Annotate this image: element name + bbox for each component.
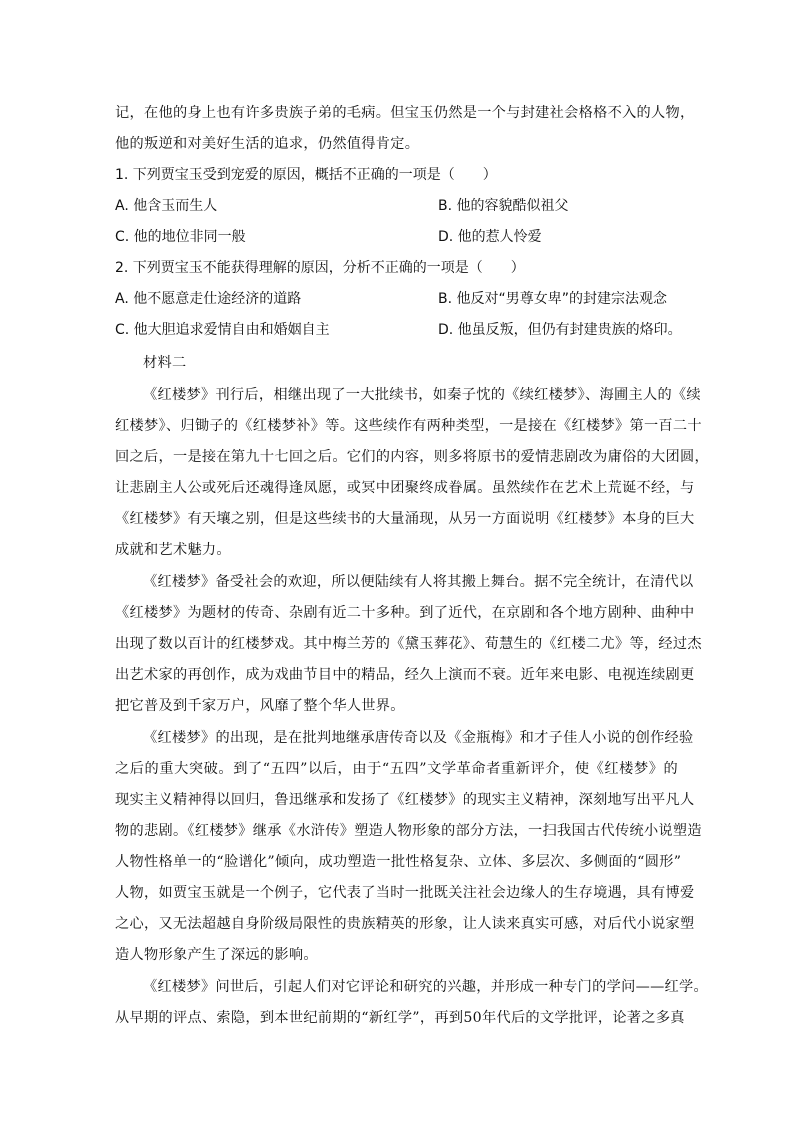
paragraph-2-line-2: 《红楼梦》为题材的传奇、杂剧有近二十多种。到了近代，在京剧和各个地方剧种、曲种中 <box>115 605 695 621</box>
question-2-option-c: C. 他大胆追求爱情自由和婚姻自主 <box>115 322 330 338</box>
question-2-stem: 2. 下列贾宝玉不能获得理解的原因，分析不正确的一项是（ ） <box>115 260 525 276</box>
question-1-option-a: A. 他含玉而生人 <box>115 198 218 214</box>
question-2-option-d: D. 他虽反叛，但仍有封建贵族的烙印。 <box>438 322 682 338</box>
intro-line-1: 记，在他的身上也有许多贵族子弟的毛病。但宝玉仍然是一个与封建社会格格不入的人物， <box>115 105 695 121</box>
paragraph-3-line-3: 现实主义精神得以回归，鲁迅继承和发扬了《红楼梦》的现实主义精神，深刻地写出平凡人 <box>115 792 695 808</box>
paragraph-3-line-1: 《红楼梦》的出现，是在批判地继承唐传奇以及《金瓶梅》和才子佳人小说的创作经验 <box>143 730 694 746</box>
question-2-option-a: A. 他不愿意走仕途经济的道路 <box>115 291 302 307</box>
question-1-option-b: B. 他的容貌酷似祖父 <box>438 198 569 214</box>
question-1-option-d: D. 他的惹人怜爱 <box>438 229 542 245</box>
question-2-option-b: B. 他反对“男尊女卑”的封建宗法观念 <box>438 291 668 307</box>
paragraph-3-line-8: 造人物形象产生了深远的影响。 <box>115 947 318 963</box>
paragraph-2-line-4: 出艺术家的再创作，成为戏曲节目中的精品，经久上演而不衰。近年来电影、电视连续剧更 <box>115 667 695 683</box>
paragraph-1-line-6: 成就和艺术魅力。 <box>115 542 231 558</box>
paragraph-3-line-5: 人物性格单一的“脸谱化”倾向，成功塑造一批性格复杂、立体、多层次、多侧面的“圆形” <box>115 854 682 870</box>
paragraph-3-line-6: 人物，如贾宝玉就是一个例子，它代表了当时一批既关注社会边缘人的生存境遇，具有博爱 <box>115 885 695 901</box>
paragraph-1-line-4: 让悲剧主人公或死后还魂得逢凤愿，或冥中团聚终成眷属。虽然续作在艺术上荒诞不经，与 <box>115 480 695 496</box>
material-2-heading: 材料二 <box>143 355 187 371</box>
paragraph-2-line-3: 出现了数以百计的红楼梦戏。其中梅兰芳的《黛玉葬花》、荀慧生的《红楼二尤》等，经过杰 <box>115 636 702 652</box>
paragraph-4-line-1: 《红楼梦》问世后，引起人们对它评论和研究的兴趣，并形成一种专门的学问——红学。 <box>143 979 709 995</box>
paragraph-2-line-1: 《红楼梦》备受社会的欢迎，所以便陆续有人将其搬上舞台。据不完全统计，在清代以 <box>143 574 694 590</box>
paragraph-1-line-2: 红楼梦》、归锄子的《红楼梦补》等。这些续作有两种类型，一是接在《红楼梦》第一百二十 <box>115 418 702 434</box>
question-1-option-c: C. 他的地位非同一般 <box>115 229 246 245</box>
question-1-stem: 1. 下列贾宝玉受到宠爱的原因，概括不正确的一项是（ ） <box>115 167 497 183</box>
paragraph-3-line-4: 物的悲剧。《红楼梦》继承《水浒传》塑造人物形象的部分方法，一扫我国古代传统小说塑造 <box>115 823 702 839</box>
paragraph-2-line-5: 把它普及到千家万户，风靡了整个华人世界。 <box>115 698 405 714</box>
paragraph-3-line-2: 之后的重大突破。到了“五四”以后，由于“五四”文学革命者重新评介，使《红楼梦》的 <box>115 761 678 777</box>
paragraph-1-line-3: 回之后，一是接在第九十七回之后。它们的内容，则多将原书的爱情悲剧改为庸俗的大团圆， <box>115 449 709 465</box>
paragraph-1-line-5: 《红楼梦》有天壤之别，但是这些续书的大量涌现，从另一方面说明《红楼梦》本身的巨大 <box>115 511 695 527</box>
paragraph-1-line-1: 《红楼梦》刊行后，相继出现了一大批续书，如秦子忱的《续红楼梦》、海圃主人的《续 <box>143 387 701 403</box>
intro-line-2: 他的叛逆和对美好生活的追求，仍然值得肯定。 <box>115 136 420 152</box>
paragraph-3-line-7: 之心，又无法超越自身阶级局限性的贵族精英的形象，让人读来真实可感，对后代小说家塑 <box>115 916 695 932</box>
paragraph-4-line-2: 从早期的评点、索隐，到本世纪前期的“新红学”，再到50年代后的文学批评，论著之多真 <box>115 1010 685 1026</box>
